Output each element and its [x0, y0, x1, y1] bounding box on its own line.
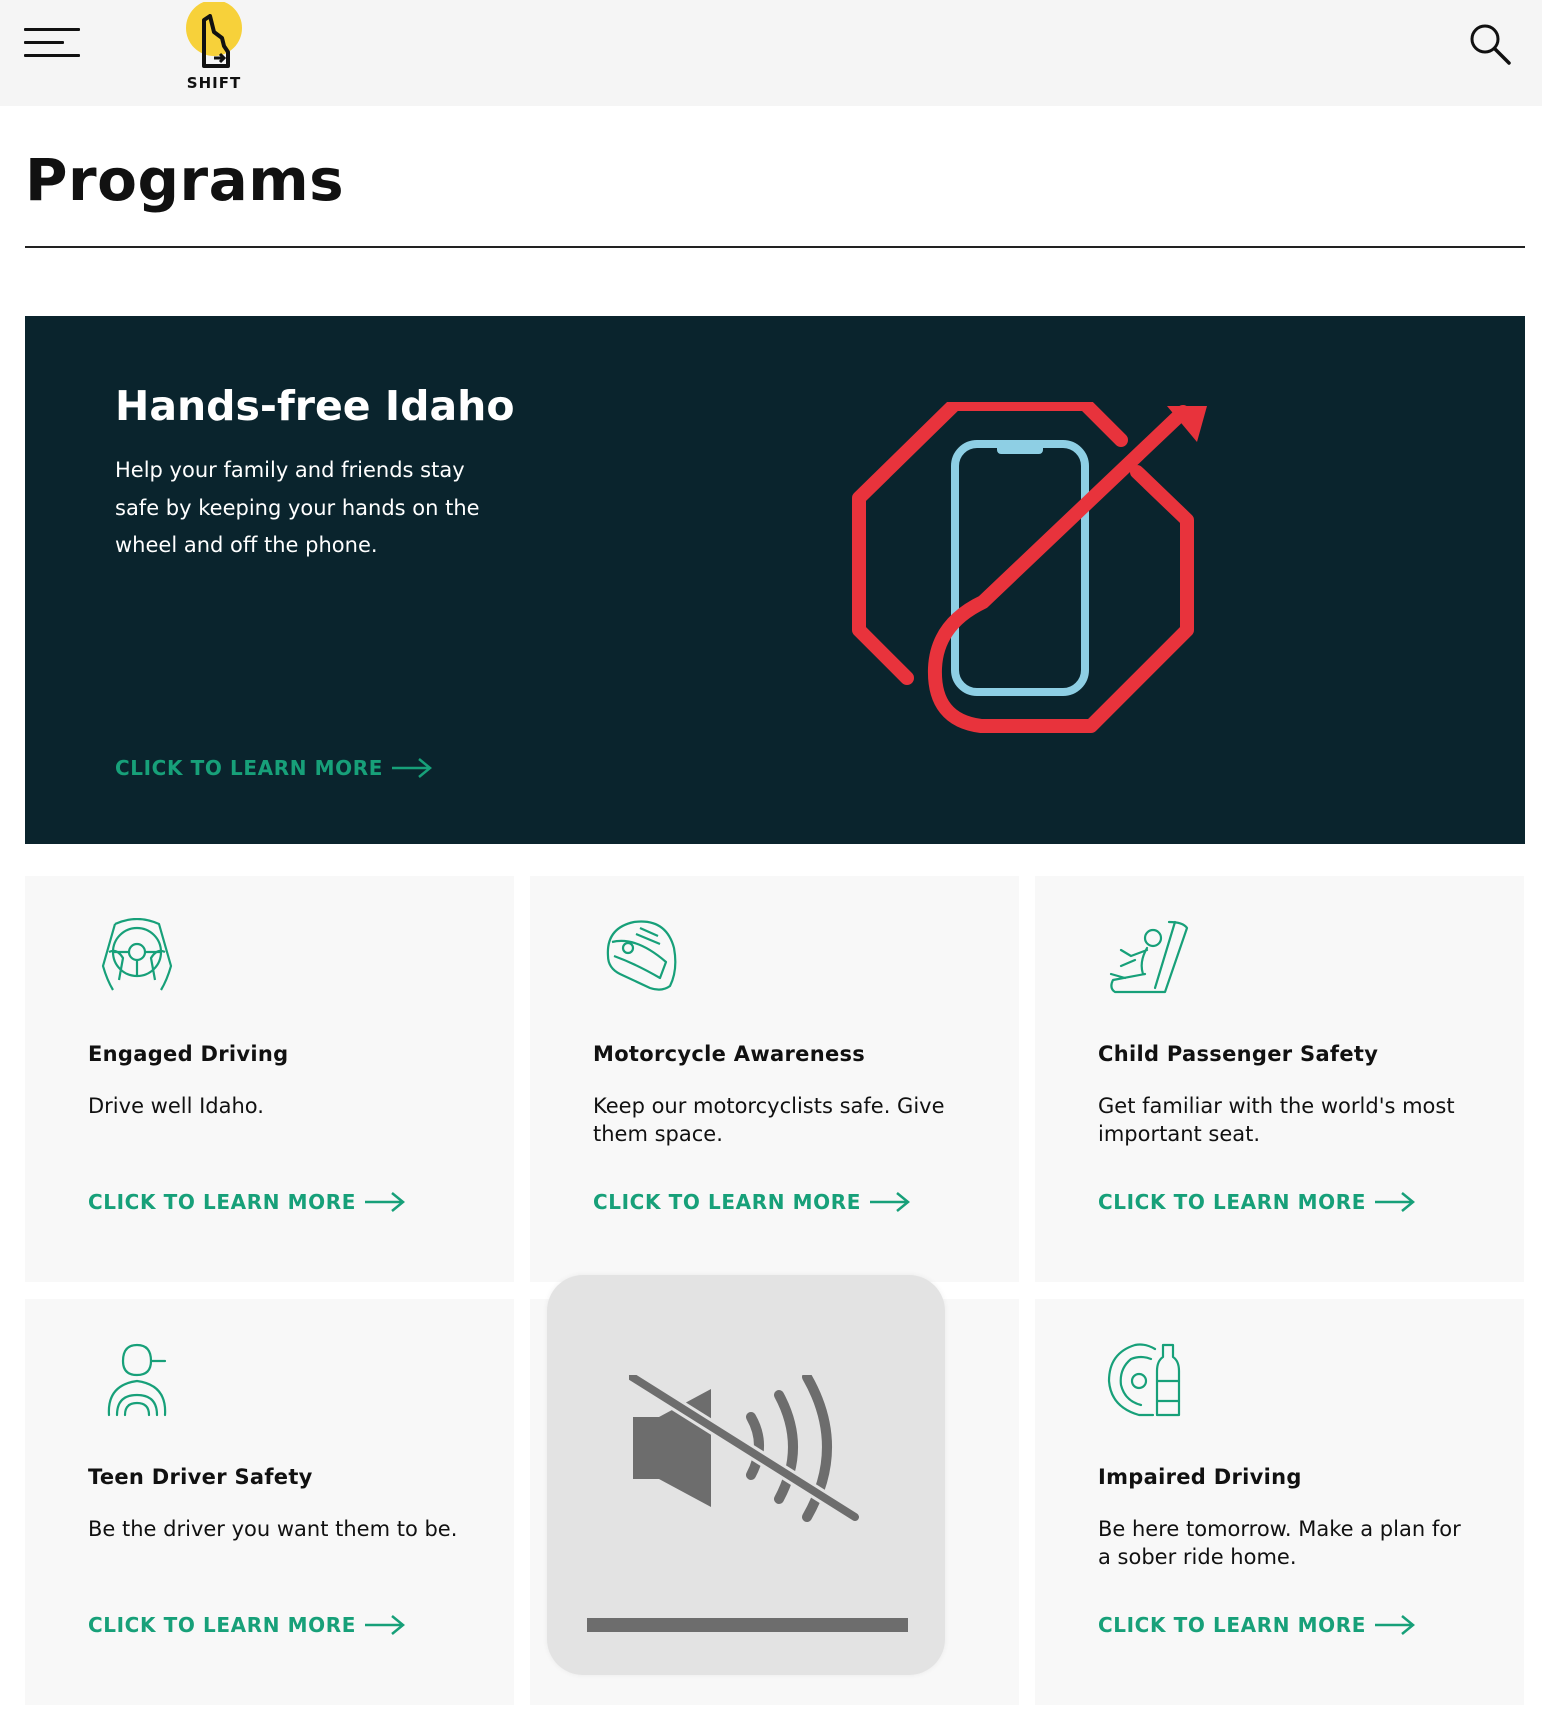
card-title: Impaired Driving [1098, 1465, 1302, 1489]
arrow-right-icon [364, 1614, 406, 1636]
cta-label: CLICK TO LEARN MORE [88, 1190, 356, 1214]
cta-label: CLICK TO LEARN MORE [1098, 1190, 1366, 1214]
cta-label: CLICK TO LEARN MORE [1098, 1613, 1366, 1637]
hero-description: Help your family and friends stay safe by keeping your hands on the wheel and off the phone. [115, 458, 480, 557]
search-icon[interactable] [1468, 22, 1512, 66]
program-card-child-passenger-safety[interactable] [1035, 876, 1524, 1282]
hero-title: Hands-free Idaho [115, 382, 515, 430]
program-card-teen-driver-safety[interactable] [25, 1299, 514, 1705]
motorcycle-helmet-icon [600, 918, 684, 994]
program-card-motorcycle-awareness[interactable] [530, 876, 1019, 1282]
card-description: Drive well Idaho. [88, 1094, 264, 1118]
learn-more-link[interactable] [593, 1190, 911, 1214]
card-title: Teen Driver Safety [88, 1465, 313, 1489]
arrow-right-icon [391, 757, 433, 779]
volume-level-bar [587, 1618, 908, 1632]
card-title: Child Passenger Safety [1098, 1042, 1379, 1066]
shift-logo[interactable] [184, 2, 244, 92]
arrow-right-icon [1374, 1191, 1416, 1213]
child-car-seat-icon [1105, 918, 1189, 994]
card-description: Keep our motorcyclists safe. Give them space. [593, 1094, 945, 1146]
arrow-right-icon [364, 1191, 406, 1213]
site-header [0, 0, 1542, 106]
arrow-right-icon [869, 1191, 911, 1213]
learn-more-link[interactable] [1098, 1613, 1416, 1637]
hamburger-menu-icon[interactable] [24, 26, 80, 60]
hero-cta-label: CLICK TO LEARN MORE [115, 756, 383, 780]
learn-more-link[interactable] [1098, 1190, 1416, 1214]
title-divider [25, 246, 1525, 248]
no-phone-stop-sign-icon [851, 402, 1211, 742]
cta-label: CLICK TO LEARN MORE [88, 1613, 356, 1637]
hero-learn-more-link[interactable] [115, 756, 433, 780]
card-description: Get familiar with the world's most important seat. [1098, 1094, 1455, 1146]
arrow-right-icon [1374, 1614, 1416, 1636]
steering-wheel-driver-icon [95, 918, 179, 994]
card-description: Be here tomorrow. Make a plan for a sober ride home. [1098, 1517, 1461, 1569]
speaker-muted-icon [629, 1375, 859, 1535]
page-title: Programs [25, 146, 345, 214]
program-card-engaged-driving[interactable] [25, 876, 514, 1282]
card-title: Motorcycle Awareness [593, 1042, 866, 1066]
logo-idaho-icon [184, 2, 244, 74]
logo-text: SHIFT [186, 74, 242, 92]
card-title: Engaged Driving [88, 1042, 289, 1066]
learn-more-link[interactable] [88, 1613, 406, 1637]
program-card-impaired-driving[interactable] [1035, 1299, 1524, 1705]
teen-driver-cap-icon [95, 1341, 179, 1417]
volume-muted-overlay [547, 1275, 945, 1675]
hero-banner[interactable] [25, 316, 1525, 844]
cta-label: CLICK TO LEARN MORE [593, 1190, 861, 1214]
learn-more-link[interactable] [88, 1190, 406, 1214]
steering-wheel-bottle-icon [1105, 1341, 1189, 1417]
card-description: Be the driver you want them to be. [88, 1517, 458, 1541]
